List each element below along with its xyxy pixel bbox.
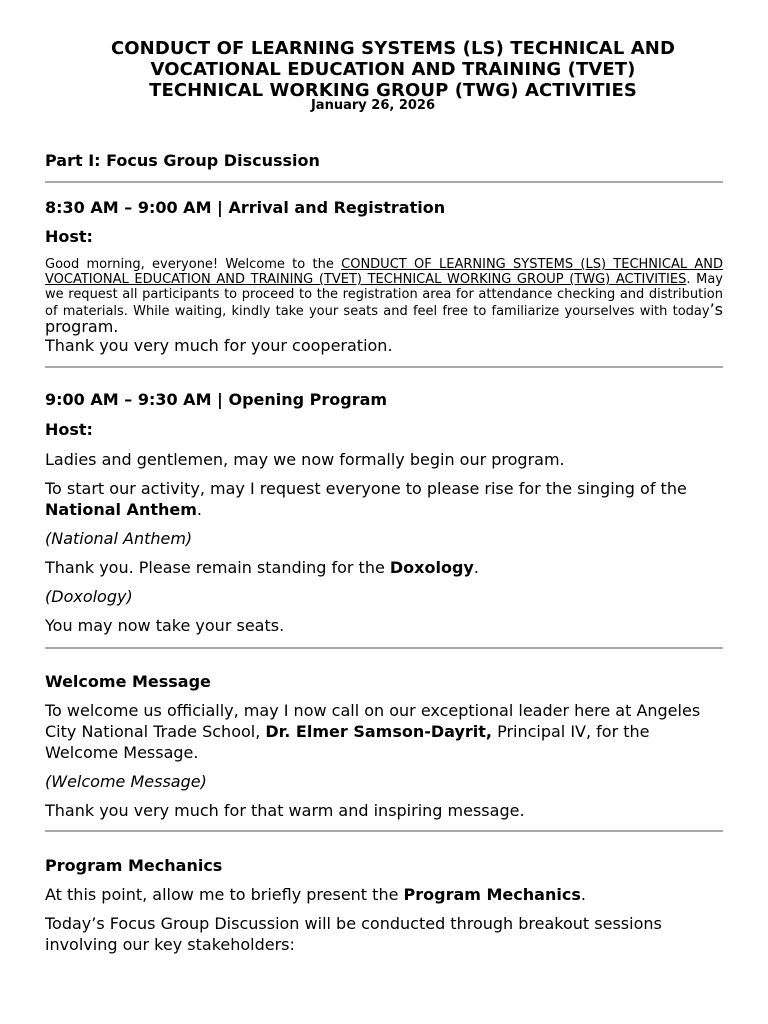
document-page bbox=[45, 38, 723, 955]
principal-name-bold: Dr. Elmer Samson-Dayrit, bbox=[265, 722, 492, 741]
opening-line-3-text: Thank you. Please remain standing for the bbox=[45, 558, 390, 577]
title-line-1: CONDUCT OF LEARNING SYSTEMS (LS) TECHNICAL AND bbox=[110, 38, 676, 59]
arrival-thanks: Thank you very much for your cooperation. bbox=[45, 336, 393, 355]
cue-national-anthem: (National Anthem) bbox=[45, 529, 193, 548]
welcome-line-1-end: Principal IV, for the Welcome Message. bbox=[45, 722, 650, 762]
opening-line-2-end: . bbox=[196, 500, 202, 519]
host-label: Host: bbox=[45, 227, 93, 246]
mechanics-line-1-end: . bbox=[580, 885, 586, 904]
arrival-paragraph bbox=[45, 257, 723, 336]
opening-line-3 bbox=[45, 557, 723, 578]
title-line-2: VOCATIONAL EDUCATION AND TRAINING (TVET) bbox=[150, 59, 636, 80]
section-heading-opening: 9:00 AM – 9:30 AM | Opening Program bbox=[45, 390, 388, 409]
opening-line-2-text: To start our activity, may I request everyone to please rise for the singing of the bbox=[45, 479, 687, 498]
cue-doxology: (Doxology) bbox=[45, 587, 133, 606]
document-date: January 26, 2026 bbox=[310, 98, 436, 113]
opening-line-2 bbox=[45, 478, 723, 520]
arrival-intro-end: ’s program. bbox=[45, 300, 723, 336]
document-title bbox=[23, 38, 763, 113]
opening-line-1: Ladies and gentlemen, may we now formally begin our program. bbox=[45, 450, 565, 469]
part-heading: Part I: Focus Group Discussion bbox=[45, 151, 320, 170]
opening-line-3-end: . bbox=[473, 558, 479, 577]
section-heading-welcome: Welcome Message bbox=[45, 672, 211, 691]
title-line-3: TECHNICAL WORKING GROUP (TWG) ACTIVITIES bbox=[149, 80, 637, 101]
divider bbox=[45, 181, 723, 183]
divider bbox=[45, 647, 723, 649]
arrival-intro-text: Good morning, everyone! Welcome to the bbox=[45, 257, 342, 272]
opening-line-4: You may now take your seats. bbox=[45, 616, 285, 635]
welcome-line-1-text: To welcome us officially, may I now call on our exceptional leader here at Angeles City National Trade School, bbox=[45, 701, 701, 741]
program-mechanics-bold: Program Mechanics bbox=[403, 885, 581, 904]
event-name-underlined: CONDUCT OF LEARNING SYSTEMS (LS) TECHNICAL AND VOCATIONAL EDUCATION AND TRAINING (TVET) TECHNICAL WORKING GROUP (TWG) ACTIVITIES bbox=[45, 257, 723, 287]
mechanics-line-2: Today’s Focus Group Discussion will be conducted through breakout sessions involving our key stakeholders: bbox=[45, 914, 662, 954]
mechanics-line-1 bbox=[45, 884, 723, 905]
doxology-bold: Doxology bbox=[389, 558, 474, 577]
divider bbox=[45, 366, 723, 368]
host-label: Host: bbox=[45, 420, 93, 439]
section-heading-arrival: 8:30 AM – 9:00 AM | Arrival and Registration bbox=[45, 198, 446, 217]
welcome-line-1 bbox=[45, 700, 723, 763]
section-heading-mechanics: Program Mechanics bbox=[45, 856, 223, 875]
arrival-instructions-text: . May we request all participants to proceed to the registration area for attendance checking and distribution of materials. While waiting, kindly take your seats and feel free to familiarize yourselves with today bbox=[45, 272, 723, 319]
cue-welcome-message: (Welcome Message) bbox=[45, 772, 207, 791]
welcome-line-2: Thank you very much for that warm and inspiring message. bbox=[45, 801, 525, 820]
mechanics-line-1-text: At this point, allow me to briefly present the bbox=[45, 885, 404, 904]
national-anthem-bold: National Anthem bbox=[45, 500, 197, 519]
divider bbox=[45, 830, 723, 832]
